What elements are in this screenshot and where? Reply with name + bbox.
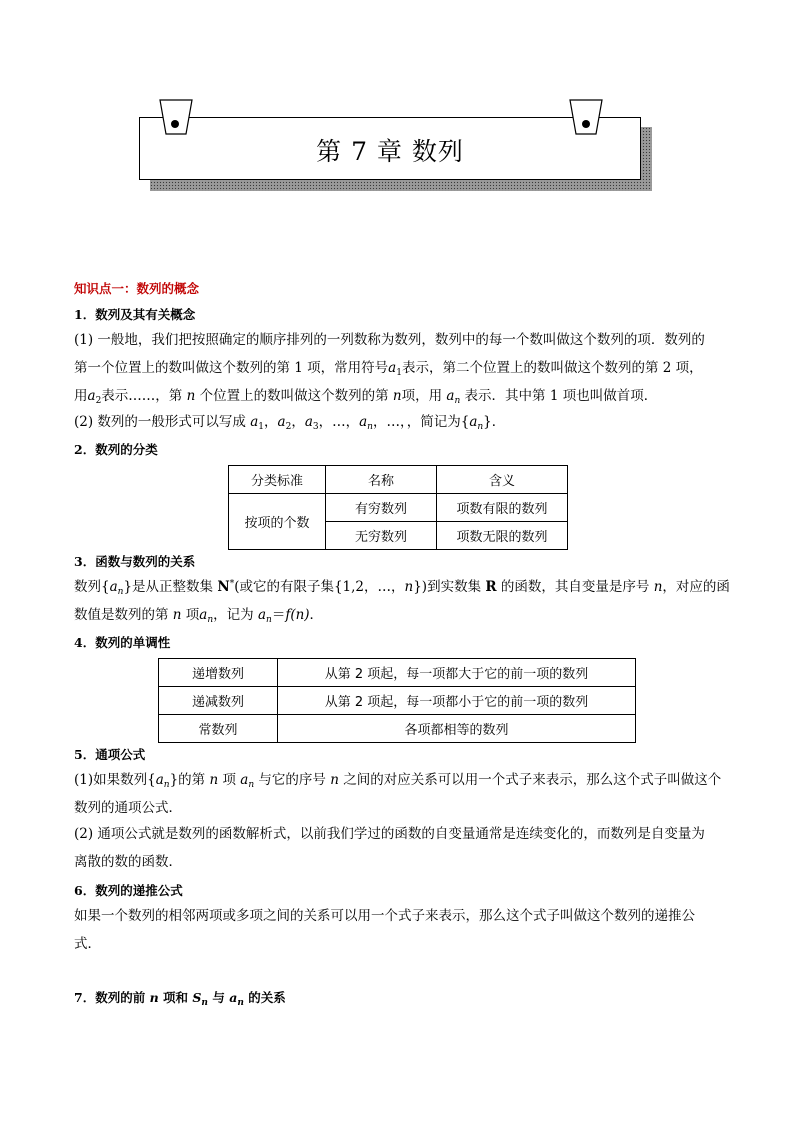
chapter-title: 第 7 章 数列 xyxy=(316,137,464,166)
item5-para2-line2: 离散的数的函数． xyxy=(74,854,182,870)
table-cell: 项数有限的数列 xyxy=(437,494,568,522)
table-row xyxy=(159,659,636,687)
item2-heading: 2．数列的分类 xyxy=(74,442,158,457)
item5-para1-line2: 数列的通项公式． xyxy=(74,800,182,816)
table-header: 含义 xyxy=(437,466,568,494)
table-cell: 有穷数列 xyxy=(326,494,437,522)
item7-heading: 7．数列的前 n 项和 $S_n$ 与 $a_n$ 的关系 xyxy=(74,990,286,1008)
item5-para2 xyxy=(74,820,724,876)
table-header-row xyxy=(229,466,568,494)
item5-para2-line1: (2) 通项公式就是数列的函数解析式，以前我们学过的函数的自变量通常是连续变化的，而数列是自变量为 xyxy=(74,826,705,842)
table-cell: 从第 2 项起，每一项都小于它的前一项的数列 xyxy=(278,687,636,715)
table-header: 名称 xyxy=(326,466,437,494)
table-row xyxy=(159,687,636,715)
table-header: 分类标准 xyxy=(229,466,326,494)
banner-tab-left-icon xyxy=(159,99,193,135)
item1-heading: 1．数列及其有关概念 xyxy=(74,307,196,322)
item4-heading: 4．数列的单调性 xyxy=(74,635,171,650)
table-cell: 递减数列 xyxy=(159,687,278,715)
item6-line2: 式． xyxy=(74,936,101,952)
item3-heading: 3．函数与数列的关系 xyxy=(74,554,196,569)
table-row xyxy=(159,715,636,743)
table-row xyxy=(229,494,568,522)
table-cell: 项数无限的数列 xyxy=(437,522,568,550)
title-banner xyxy=(139,117,641,180)
table-cell: 各项都相等的数列 xyxy=(278,715,636,743)
item3-para: 数列$\{a_n\}$是从正整数集 N*(或它的有限子集{1,2，…，n})到实数集 R 的函数，其自变量是序号 n，对应的函 数值是数列的第 n 项$a_n$，记为 $a_n=f(n)$． xyxy=(74,579,730,625)
banner-tab-right-icon xyxy=(569,99,603,135)
table-cell: 递增数列 xyxy=(159,659,278,687)
item6-line1: 如果一个数列的相邻两项或多项之间的关系可以用一个式子来表示，那么这个式子叫做这个数列的递推公 xyxy=(74,908,695,924)
section-title: 知识点一：数列的概念 xyxy=(74,281,200,296)
monotonicity-table xyxy=(158,658,636,743)
table-cell: 从第 2 项起，每一项都大于它的前一项的数列 xyxy=(278,659,636,687)
item1-para1-line1: (1) 一般地，我们把按照确定的顺序排列的一列数称为数列，数列中的每一个数叫做这个数列的项．数列的 xyxy=(74,332,705,348)
item1-para1-line2: 第一个位置上的数叫做这个数列的第 1 项，常用符号$a_1$表示，第二个位置上的数叫做这个数列的第 2 项， xyxy=(74,360,703,378)
table-cell: 按项的个数 xyxy=(229,494,326,550)
table-cell: 无穷数列 xyxy=(326,522,437,550)
item1-para1 xyxy=(74,326,724,410)
item5-para1: (1)如果数列$\{a_n\}$的第 n 项 $a_n$ 与它的序号 n 之间的对应关系可以用一个式子来表示，那么这个式子叫做这个 数列的通项公式． xyxy=(74,766,724,822)
item1-para1-line3: 用$a_2$表示……，第 n 个位置上的数叫做这个数列的第 n项，用 $a_n$ 表示．其中第 1 项也叫做首项． xyxy=(74,388,658,406)
item5-heading: 5．通项公式 xyxy=(74,747,146,762)
table-cell: 常数列 xyxy=(159,715,278,743)
item6-heading: 6．数列的递推公式 xyxy=(74,883,183,898)
item1-para2: (2) 数列的一般形式可以写成 $a_1$，$a_2$，$a_3$，…，$a_n$，…，，简记为$\{a_n\}$． xyxy=(74,414,506,432)
classification-table xyxy=(228,465,568,550)
item6-para xyxy=(74,902,724,958)
